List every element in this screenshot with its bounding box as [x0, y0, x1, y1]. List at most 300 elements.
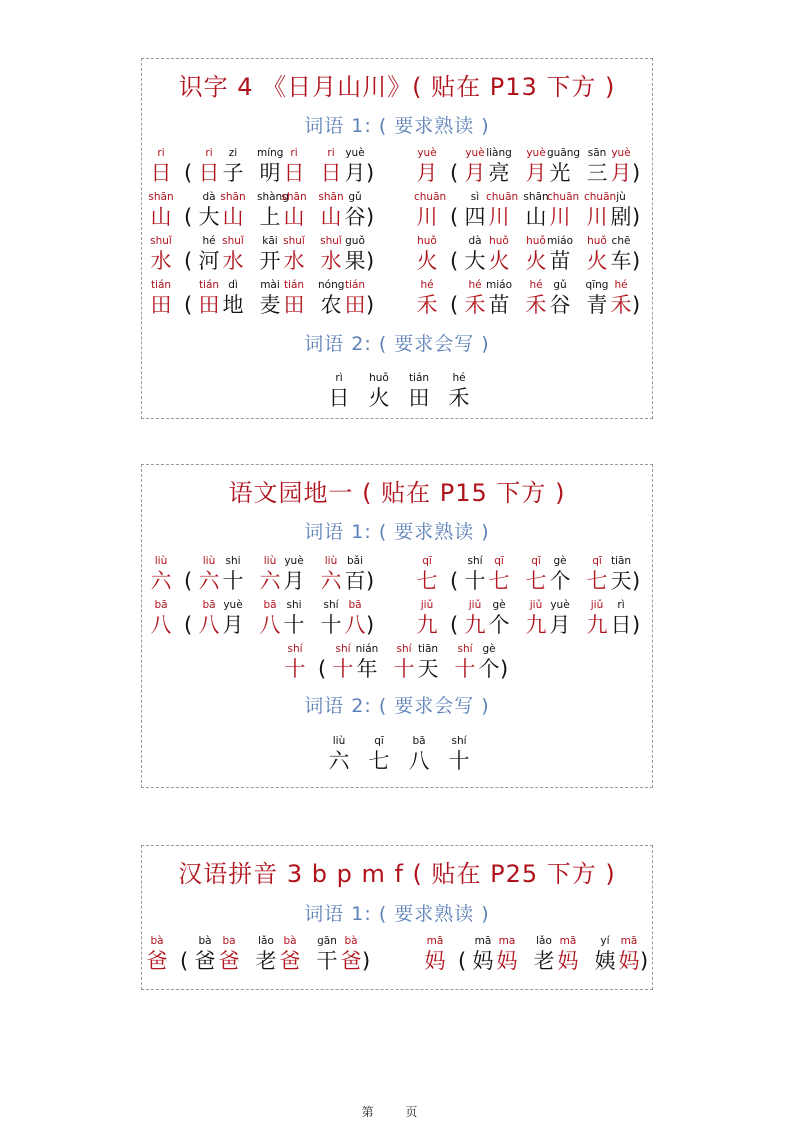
hanzi: 大: [198, 205, 220, 229]
hanzi: 干: [316, 949, 338, 973]
hanzi-with-pinyin: [414, 599, 440, 643]
hanzi: 青: [586, 293, 608, 317]
hanzi: 年: [356, 657, 378, 681]
section-label-write: 词语 2: ( 要求会写 ): [304, 695, 490, 717]
hanzi: 火: [488, 249, 510, 273]
hanzi-with-pinyin: [523, 279, 549, 323]
hanzi-with-pinyin: [547, 555, 573, 599]
word-row: [142, 235, 652, 279]
hanzi-with-pinyin: [342, 147, 368, 191]
hanzi-with-pinyin: [470, 935, 496, 979]
pinyin: bā: [202, 599, 216, 611]
pinyin: bà: [344, 935, 358, 947]
hanzi-with-pinyin: [148, 235, 174, 279]
pinyin: zi: [228, 147, 238, 159]
hanzi-with-pinyin: [476, 643, 502, 687]
hanzi: 川: [488, 205, 510, 229]
hanzi: 火: [525, 249, 547, 273]
card-title: 汉语拼音 3 b p m f ( 贴在 P25 下方 ): [178, 860, 616, 888]
hanzi: 田: [344, 293, 366, 317]
hanzi-with-pinyin: [196, 599, 222, 643]
close-paren: ): [362, 949, 371, 973]
pinyin: huǒ: [417, 235, 437, 247]
hanzi: 日: [320, 161, 342, 185]
open-paren: (: [184, 569, 193, 593]
hanzi: 六: [259, 569, 281, 593]
open-paren: (: [450, 161, 459, 185]
pinyin: rì: [617, 599, 625, 611]
hanzi: 麦: [259, 293, 281, 317]
pinyin: hé: [420, 279, 434, 291]
hanzi: 亮: [488, 161, 510, 185]
pinyin: rì: [335, 372, 343, 384]
hanzi-with-pinyin: [584, 555, 610, 599]
word-row: [142, 599, 652, 643]
pinyin: bā: [154, 599, 168, 611]
card-yuwen-yuandi-1: [141, 464, 653, 788]
pinyin: yuè: [284, 555, 304, 567]
close-paren: ): [632, 161, 641, 185]
pinyin: yí: [600, 935, 610, 947]
pinyin: chē: [611, 235, 631, 247]
pinyin: dì: [228, 279, 238, 291]
hanzi-with-pinyin: [523, 599, 549, 643]
hanzi: 妈: [496, 949, 518, 973]
hanzi: 天: [610, 569, 632, 593]
open-paren: (: [458, 949, 467, 973]
pinyin: guǒ: [345, 235, 365, 247]
hanzi: 妈: [424, 949, 446, 973]
hanzi: 月: [344, 161, 366, 185]
hanzi: 谷: [344, 205, 366, 229]
close-paren: ): [632, 613, 641, 637]
pinyin: hé: [468, 279, 482, 291]
pinyin: dà: [468, 235, 482, 247]
open-paren: (: [318, 657, 327, 681]
hanzi-with-pinyin: [462, 279, 488, 323]
hanzi: 水: [222, 249, 244, 273]
hanzi-with-pinyin: [192, 935, 218, 979]
hanzi-with-pinyin: [462, 191, 488, 235]
pinyin: lǎo: [536, 935, 552, 947]
hanzi: 田: [408, 386, 430, 410]
pinyin: qī: [592, 555, 602, 567]
pinyin: mā: [620, 935, 638, 947]
hanzi: 日: [610, 613, 632, 637]
pinyin: chuān: [486, 191, 519, 203]
hanzi: 八: [408, 749, 430, 773]
open-paren: (: [450, 205, 459, 229]
hanzi-with-pinyin: [196, 147, 222, 191]
hanzi: 七: [416, 569, 438, 593]
hanzi-with-pinyin: [462, 235, 488, 279]
pinyin: ma: [498, 935, 516, 947]
pinyin: shān: [148, 191, 174, 203]
hanzi-with-pinyin: [486, 599, 512, 643]
card-pinyin-3: [141, 845, 653, 990]
hanzi: 水: [150, 249, 172, 273]
hanzi-with-pinyin: [446, 372, 472, 416]
pinyin: gè: [482, 643, 496, 655]
close-paren: ): [366, 293, 375, 317]
hanzi: 妈: [557, 949, 579, 973]
pinyin: yuè: [611, 147, 631, 159]
pinyin: mā: [474, 935, 492, 947]
hanzi: 河: [198, 249, 220, 273]
hanzi: 月: [283, 569, 305, 593]
hanzi-with-pinyin: [391, 643, 417, 687]
pinyin: yuè: [417, 147, 437, 159]
open-paren: (: [184, 161, 193, 185]
hanzi: 禾: [610, 293, 632, 317]
hanzi-with-pinyin: [547, 147, 581, 191]
pinyin: shi: [225, 555, 241, 567]
hanzi: 个: [478, 657, 500, 681]
pinyin: shí: [396, 643, 412, 655]
hanzi-with-pinyin: [462, 555, 488, 599]
hanzi: 九: [586, 613, 608, 637]
pinyin: shān: [318, 191, 344, 203]
hanzi-with-pinyin: [216, 935, 242, 979]
pinyin: gān: [317, 935, 337, 947]
pinyin: yuè: [223, 599, 243, 611]
hanzi-with-pinyin: [494, 935, 520, 979]
hanzi: 日: [283, 161, 305, 185]
hanzi: 十: [283, 613, 305, 637]
hanzi-with-pinyin: [342, 235, 368, 279]
section-label-write: 词语 2: ( 要求会写 ): [304, 333, 490, 355]
hanzi-with-pinyin: [523, 191, 549, 235]
pinyin: jiǔ: [468, 599, 482, 611]
hanzi-with-pinyin: [148, 191, 174, 235]
hanzi: 子: [222, 161, 244, 185]
hanzi: 四: [464, 205, 486, 229]
pinyin: hé: [202, 235, 216, 247]
hanzi-with-pinyin: [414, 555, 440, 599]
pinyin: shí: [323, 599, 339, 611]
pinyin: jiǔ: [529, 599, 543, 611]
hanzi: 爸: [146, 949, 168, 973]
hanzi-with-pinyin: [148, 279, 174, 323]
open-paren: (: [450, 613, 459, 637]
hanzi-with-pinyin: [196, 279, 222, 323]
hanzi-with-pinyin: [314, 935, 340, 979]
hanzi-with-pinyin: [523, 555, 549, 599]
close-paren: ): [632, 293, 641, 317]
hanzi: 水: [283, 249, 305, 273]
hanzi: 八: [344, 613, 366, 637]
pinyin: qī: [531, 555, 541, 567]
pinyin: tián: [408, 372, 430, 384]
pinyin: hé: [529, 279, 543, 291]
hanzi: 十: [332, 657, 354, 681]
pinyin: chuān: [584, 191, 617, 203]
hanzi-with-pinyin: [220, 555, 246, 599]
hanzi: 月: [464, 161, 486, 185]
pinyin: míng: [257, 147, 284, 159]
hanzi-with-pinyin: [584, 599, 610, 643]
pinyin: jiǔ: [590, 599, 604, 611]
pinyin: yuè: [550, 599, 570, 611]
hanzi-with-pinyin: [148, 147, 174, 191]
pinyin: mā: [559, 935, 577, 947]
close-paren: ): [632, 205, 641, 229]
hanzi-with-pinyin: [196, 235, 222, 279]
hanzi: 百: [344, 569, 366, 593]
hanzi: 火: [586, 249, 608, 273]
hanzi-with-pinyin: [253, 935, 279, 979]
hanzi-with-pinyin: [414, 279, 440, 323]
hanzi-with-pinyin: [608, 599, 634, 643]
hanzi: 七: [368, 749, 390, 773]
hanzi: 大: [464, 249, 486, 273]
hanzi-with-pinyin: [422, 935, 448, 979]
hanzi-with-pinyin: [547, 235, 573, 279]
hanzi: 禾: [416, 293, 438, 317]
hanzi-with-pinyin: [608, 147, 634, 191]
hanzi: 禾: [448, 386, 470, 410]
section-label-read: 词语 1: ( 要求熟读 ): [304, 903, 490, 925]
pinyin: yuè: [345, 147, 365, 159]
pinyin: tián: [198, 279, 220, 291]
hanzi-with-pinyin: [547, 279, 573, 323]
pinyin: ba: [222, 935, 236, 947]
pinyin: liàng: [486, 147, 512, 159]
pinyin: shān: [220, 191, 246, 203]
card-title: 识字 4 《日月山川》( 贴在 P13 下方 ): [178, 73, 616, 101]
hanzi-with-pinyin: [326, 372, 352, 416]
pinyin: lǎo: [258, 935, 274, 947]
hanzi-with-pinyin: [608, 555, 634, 599]
hanzi: 六: [328, 749, 350, 773]
hanzi: 山: [222, 205, 244, 229]
hanzi: 十: [448, 749, 470, 773]
pinyin: chuān: [547, 191, 580, 203]
hanzi: 月: [222, 613, 244, 637]
pinyin: liù: [332, 735, 346, 747]
section-label-read: 词语 1: ( 要求熟读 ): [304, 115, 490, 137]
hanzi: 爸: [194, 949, 216, 973]
hanzi-with-pinyin: [220, 279, 246, 323]
pinyin: qī: [374, 735, 384, 747]
hanzi-with-pinyin: [277, 935, 303, 979]
hanzi: 日: [150, 161, 172, 185]
pinyin: tián: [344, 279, 366, 291]
pinyin: shí: [451, 735, 467, 747]
close-paren: ): [640, 949, 649, 973]
hanzi: 八: [259, 613, 281, 637]
hanzi-with-pinyin: [406, 735, 432, 779]
pinyin: bā: [348, 599, 362, 611]
pinyin: tián: [150, 279, 172, 291]
pinyin: bà: [283, 935, 297, 947]
hanzi: 田: [283, 293, 305, 317]
hanzi-with-pinyin: [281, 191, 307, 235]
hanzi: 田: [150, 293, 172, 317]
pinyin: huǒ: [526, 235, 546, 247]
hanzi: 农: [320, 293, 342, 317]
hanzi-with-pinyin: [486, 279, 512, 323]
hanzi: 月: [525, 161, 547, 185]
hanzi-with-pinyin: [326, 735, 352, 779]
hanzi-with-pinyin: [555, 935, 581, 979]
hanzi: 十: [320, 613, 342, 637]
hanzi-with-pinyin: [281, 147, 307, 191]
hanzi-with-pinyin: [220, 191, 246, 235]
close-paren: ): [366, 613, 375, 637]
hanzi: 光: [549, 161, 571, 185]
hanzi-with-pinyin: [584, 235, 610, 279]
close-paren: ): [632, 249, 641, 273]
hanzi: 上: [259, 205, 281, 229]
hanzi-with-pinyin: [281, 279, 307, 323]
pinyin: bā: [263, 599, 277, 611]
pinyin: tiān: [610, 555, 632, 567]
hanzi-with-pinyin: [342, 555, 368, 599]
hanzi: 剧: [610, 205, 632, 229]
pinyin: kāi: [262, 235, 278, 247]
pinyin: gè: [553, 555, 567, 567]
hanzi-with-pinyin: [462, 599, 488, 643]
pinyin: guāng: [547, 147, 581, 159]
hanzi-with-pinyin: [220, 235, 246, 279]
hanzi: 苗: [488, 293, 510, 317]
hanzi: 川: [586, 205, 608, 229]
page-footer: 第 页: [361, 1105, 432, 1119]
hanzi-with-pinyin: [342, 599, 368, 643]
hanzi-with-pinyin: [608, 279, 634, 323]
hanzi: 禾: [525, 293, 547, 317]
close-paren: ): [366, 205, 375, 229]
pinyin: jù: [616, 191, 626, 203]
word-row: [142, 191, 652, 235]
hanzi-with-pinyin: [257, 599, 283, 643]
hanzi-with-pinyin: [220, 147, 246, 191]
pinyin: liù: [154, 555, 168, 567]
hanzi: 爸: [279, 949, 301, 973]
pinyin: tiān: [417, 643, 439, 655]
open-paren: (: [184, 613, 193, 637]
hanzi-with-pinyin: [318, 555, 344, 599]
hanzi-with-pinyin: [616, 935, 642, 979]
hanzi-with-pinyin: [257, 147, 283, 191]
hanzi: 川: [549, 205, 571, 229]
hanzi-with-pinyin: [366, 372, 392, 416]
hanzi-with-pinyin: [406, 372, 432, 416]
hanzi: 日: [198, 161, 220, 185]
pinyin: mā: [426, 935, 444, 947]
hanzi: 火: [368, 386, 390, 410]
word-row-center: [142, 643, 652, 687]
pinyin: hé: [452, 372, 466, 384]
hanzi-with-pinyin: [608, 191, 634, 235]
open-paren: (: [450, 569, 459, 593]
card-shizi-4: [141, 58, 653, 419]
pinyin: hé: [614, 279, 628, 291]
pinyin: yuè: [526, 147, 546, 159]
hanzi: 六: [150, 569, 172, 593]
hanzi-with-pinyin: [220, 599, 246, 643]
pinyin: ri: [157, 147, 165, 159]
hanzi-with-pinyin: [281, 555, 307, 599]
hanzi: 六: [198, 569, 220, 593]
pinyin: ri: [205, 147, 213, 159]
hanzi-with-pinyin: [148, 599, 174, 643]
hanzi: 妈: [472, 949, 494, 973]
hanzi-with-pinyin: [257, 235, 283, 279]
pinyin: shi: [286, 599, 302, 611]
hanzi-with-pinyin: [342, 279, 368, 323]
pinyin: shuǐ: [283, 235, 305, 247]
hanzi-with-pinyin: [547, 599, 573, 643]
pinyin: jiǔ: [420, 599, 434, 611]
pinyin: sān: [587, 147, 607, 159]
pinyin: mài: [260, 279, 280, 291]
open-paren: (: [180, 949, 189, 973]
hanzi-with-pinyin: [547, 191, 580, 235]
hanzi: 八: [150, 613, 172, 637]
hanzi-with-pinyin: [366, 735, 392, 779]
hanzi: 九: [525, 613, 547, 637]
hanzi-with-pinyin: [414, 191, 447, 235]
hanzi: 十: [222, 569, 244, 593]
hanzi-with-pinyin: [452, 643, 478, 687]
hanzi: 七: [586, 569, 608, 593]
hanzi: 爸: [340, 949, 362, 973]
open-paren: (: [450, 249, 459, 273]
hanzi: 苗: [549, 249, 571, 273]
pinyin: yuè: [465, 147, 485, 159]
hanzi-with-pinyin: [523, 235, 549, 279]
write-row: [142, 372, 652, 416]
hanzi-with-pinyin: [196, 191, 222, 235]
hanzi-with-pinyin: [523, 147, 549, 191]
hanzi-with-pinyin: [584, 279, 610, 323]
hanzi-with-pinyin: [318, 599, 344, 643]
hanzi-with-pinyin: [584, 147, 610, 191]
hanzi: 个: [549, 569, 571, 593]
pinyin: liù: [202, 555, 216, 567]
hanzi: 月: [549, 613, 571, 637]
hanzi-with-pinyin: [415, 643, 441, 687]
hanzi: 田: [198, 293, 220, 317]
hanzi-with-pinyin: [592, 935, 618, 979]
pinyin: qī: [494, 555, 504, 567]
pinyin: shí: [457, 643, 473, 655]
pinyin: tián: [283, 279, 305, 291]
hanzi-with-pinyin: [354, 643, 380, 687]
hanzi: 川: [416, 205, 438, 229]
pinyin: gǔ: [553, 279, 567, 291]
hanzi-with-pinyin: [486, 191, 519, 235]
pinyin: shuǐ: [320, 235, 342, 247]
pinyin: nián: [355, 643, 379, 655]
pinyin: gǔ: [348, 191, 362, 203]
hanzi: 个: [488, 613, 510, 637]
pinyin: huǒ: [369, 372, 389, 384]
hanzi-with-pinyin: [342, 191, 368, 235]
close-paren: ): [366, 161, 375, 185]
pinyin: shí: [335, 643, 351, 655]
pinyin: liù: [324, 555, 338, 567]
hanzi: 三: [586, 161, 608, 185]
hanzi: 爸: [218, 949, 240, 973]
pinyin: shuǐ: [150, 235, 172, 247]
pinyin: qīng: [585, 279, 609, 291]
hanzi-with-pinyin: [318, 279, 344, 323]
hanzi: 十: [284, 657, 306, 681]
pinyin: qī: [422, 555, 432, 567]
